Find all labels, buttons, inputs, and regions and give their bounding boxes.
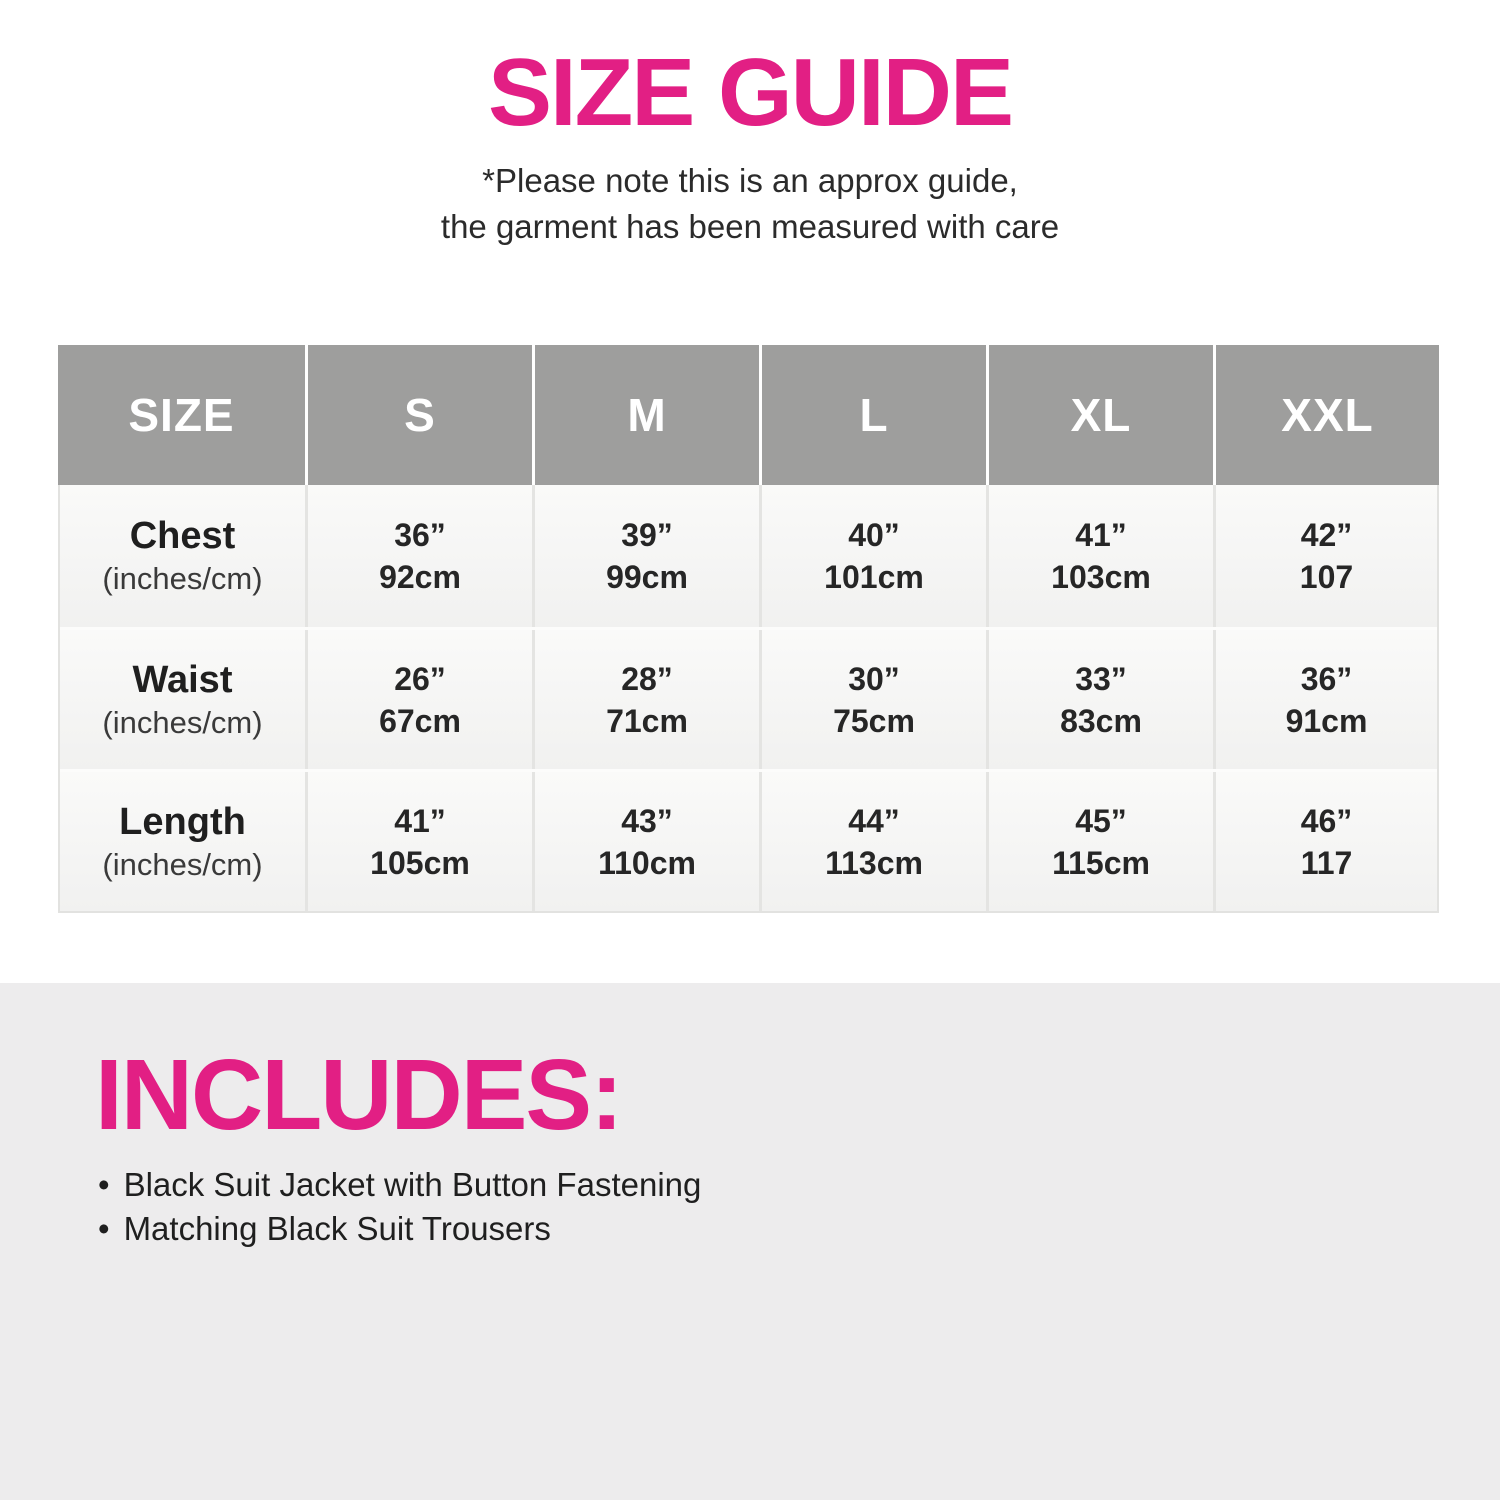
column-header-size: SIZE [58, 345, 305, 485]
value-inches: 40” [848, 517, 900, 553]
row-label: Chest [129, 515, 236, 557]
subtitle [0, 158, 1500, 250]
row-sublabel: (inches/cm) [102, 561, 263, 596]
value-cm: 110cm [598, 844, 696, 881]
cell-chest-xl [986, 485, 1213, 627]
value-inches: 41” [394, 802, 446, 839]
cell-chest-l [759, 485, 986, 627]
value-cm: 105cm [370, 844, 470, 881]
cell-waist-s [305, 630, 532, 769]
value-cm: 92cm [379, 559, 461, 595]
size-table-body [58, 485, 1439, 913]
value-inches: 41” [1075, 517, 1127, 553]
value-cm: 117 [1300, 844, 1353, 881]
value-inches: 33” [1075, 660, 1127, 697]
row-header-waist [60, 630, 305, 769]
size-table [58, 345, 1439, 913]
column-header-s: S [305, 345, 532, 485]
cell-chest-xxl [1213, 485, 1437, 627]
page-title: SIZE GUIDE [487, 39, 1013, 146]
row-sublabel: (inches/cm) [102, 846, 263, 882]
value-cm: 107 [1299, 559, 1354, 595]
value-inches: 46” [1300, 802, 1353, 839]
table-row-chest [60, 485, 1437, 627]
includes-item [98, 1207, 701, 1251]
cell-length-m [532, 772, 759, 911]
value-inches: 42” [1300, 517, 1353, 553]
value-cm: 103cm [1051, 559, 1151, 595]
table-row-length [60, 769, 1437, 911]
bullet-icon: • [98, 1166, 110, 1203]
cell-length-l [759, 772, 986, 911]
cell-length-s [305, 772, 532, 911]
includes-section [0, 983, 1500, 1500]
value-inches: 36” [394, 517, 446, 553]
value-cm: 83cm [1060, 702, 1142, 739]
includes-item-text: Matching Black Suit Trousers [123, 1210, 551, 1247]
column-header-l: L [759, 345, 986, 485]
cell-waist-xxl [1213, 630, 1437, 769]
row-label: Length [119, 800, 246, 843]
cell-waist-l [759, 630, 986, 769]
row-label: Waist [132, 658, 233, 701]
value-cm: 113cm [825, 844, 923, 881]
value-cm: 115cm [1052, 844, 1150, 881]
cell-chest-s [305, 485, 532, 627]
value-cm: 75cm [833, 702, 915, 739]
bullet-icon: • [98, 1210, 110, 1247]
value-cm: 91cm [1285, 702, 1368, 739]
table-row-waist [60, 627, 1437, 769]
row-header-length [60, 772, 305, 911]
subtitle-line-2: the garment has been measured with care [440, 208, 1060, 245]
value-cm: 67cm [379, 702, 461, 739]
value-inches: 44” [848, 802, 900, 839]
value-cm: 101cm [824, 559, 924, 595]
value-inches: 45” [1075, 802, 1127, 839]
value-cm: 71cm [606, 702, 688, 739]
value-inches: 36” [1300, 660, 1353, 697]
subtitle-line-1: *Please note this is an approx guide, [482, 162, 1018, 199]
value-inches: 43” [621, 802, 673, 839]
column-header-xxl: XXL [1213, 345, 1439, 485]
includes-list [98, 1163, 701, 1251]
value-inches: 39” [621, 517, 673, 553]
includes-item [98, 1163, 701, 1207]
cell-chest-m [532, 485, 759, 627]
row-sublabel: (inches/cm) [102, 704, 263, 740]
cell-length-xxl [1213, 772, 1437, 911]
column-header-m: M [532, 345, 759, 485]
value-inches: 26” [394, 660, 446, 697]
value-cm: 99cm [606, 559, 688, 595]
cell-length-xl [986, 772, 1213, 911]
includes-item-text: Black Suit Jacket with Button Fastening [123, 1166, 702, 1203]
column-header-xl: XL [986, 345, 1213, 485]
cell-waist-xl [986, 630, 1213, 769]
cell-waist-m [532, 630, 759, 769]
value-inches: 28” [621, 660, 673, 697]
includes-heading: INCLUDES: [95, 1039, 622, 1151]
value-inches: 30” [848, 660, 900, 697]
size-table-header-row [58, 345, 1439, 485]
row-header-chest [60, 485, 305, 627]
